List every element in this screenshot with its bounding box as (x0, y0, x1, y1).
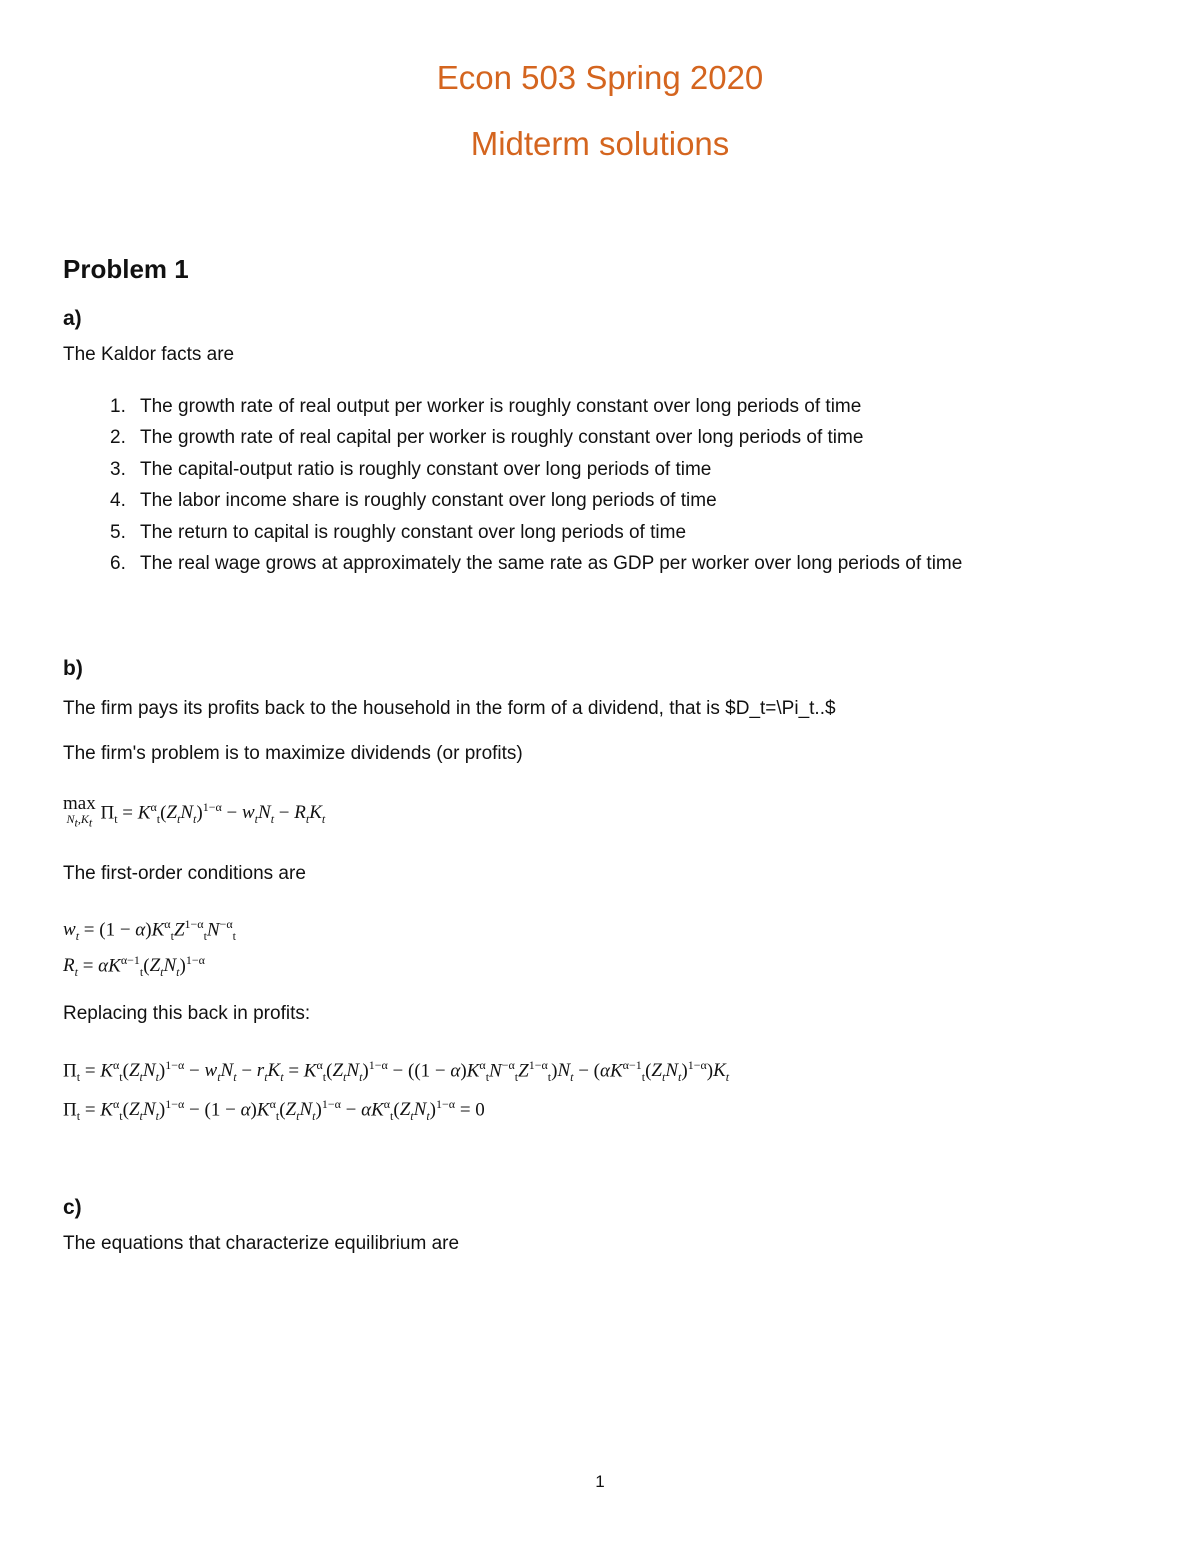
part-c-label: c) (63, 1196, 82, 1219)
firm-problem-text: The firm's problem is to maximize dividends (or profits) (63, 743, 523, 764)
list-item: 2. The growth rate of real capital per worker is roughly constant over long periods of time (110, 427, 864, 449)
list-item: 5. The return to capital is roughly constant over long periods of time (110, 521, 687, 543)
kaldor-facts-list (110, 391, 962, 579)
document-subtitle: Midterm solutions (470, 125, 730, 162)
problem-heading: Problem 1 (63, 254, 189, 284)
rental-rate-foc-equation: $R_t = \alpha K^{\alpha-1}_t(Z_tN_t)^{1-\alpha}$ (63, 953, 205, 980)
list-item: 3. The capital-output ratio is roughly constant over long periods of time (110, 458, 712, 480)
part-b-label: b) (63, 657, 83, 680)
zero-profit-equation: $\Pi_t = K^\alpha_t(Z_tN_t)^{1-\alpha} - (1 - \alpha)K^\alpha_t(Z_tN_t)^{1-\alpha} - \alpha K^\alpha_t(Z_tN_t)^{1-\alpha} = 0$ (63, 1097, 485, 1124)
document-title: Econ 503 Spring 2020 (436, 59, 764, 96)
list-item: 6. The real wage grows at approximately the same rate as GDP per worker over long periods of time (110, 553, 963, 575)
profit-maximization-equation: max $N_t,K_t$ $\Pi_t = K^\alpha_t(Z_tN_t)^{1-\alpha} - w_tN_t - R_tK_t$ (63, 793, 326, 830)
replace-intro: Replacing this back in profits: (63, 1003, 311, 1024)
page-number: 1 (595, 1472, 605, 1491)
foc-intro: The first-order conditions are (63, 863, 306, 884)
kaldor-intro: The Kaldor facts are (63, 344, 235, 365)
equilibrium-intro: The equations that characterize equilibrium are (63, 1233, 460, 1254)
list-item: 4. The labor income share is roughly constant over long periods of time (110, 490, 717, 512)
dividend-text: The firm pays its profits back to the household in the form of a dividend, that is $D_t=\Pi_t..$ (63, 698, 836, 719)
list-item: 1. The growth rate of real output per worker is roughly constant over long periods of time (110, 396, 862, 417)
profit-substitution-equation: $\Pi_t = K^\alpha_t(Z_tN_t)^{1-\alpha} - w_tN_t - r_tK_t = K^\alpha_t(Z_tN_t)^{1-\alpha} - ((1 - \alpha)K^\alpha_tN^{-\alpha}_tZ^{1-\alpha}_t)N_t - (\alpha K^{\alpha-1}_t(Z_tN_t)^{1-\alpha})K_t$ (63, 1058, 730, 1085)
wage-foc-equation: $w_t = (1 - \alpha)K^\alpha_tZ^{1-\alpha}_tN^{-\alpha}_t$ (63, 917, 237, 944)
part-a-label: a) (63, 307, 82, 330)
